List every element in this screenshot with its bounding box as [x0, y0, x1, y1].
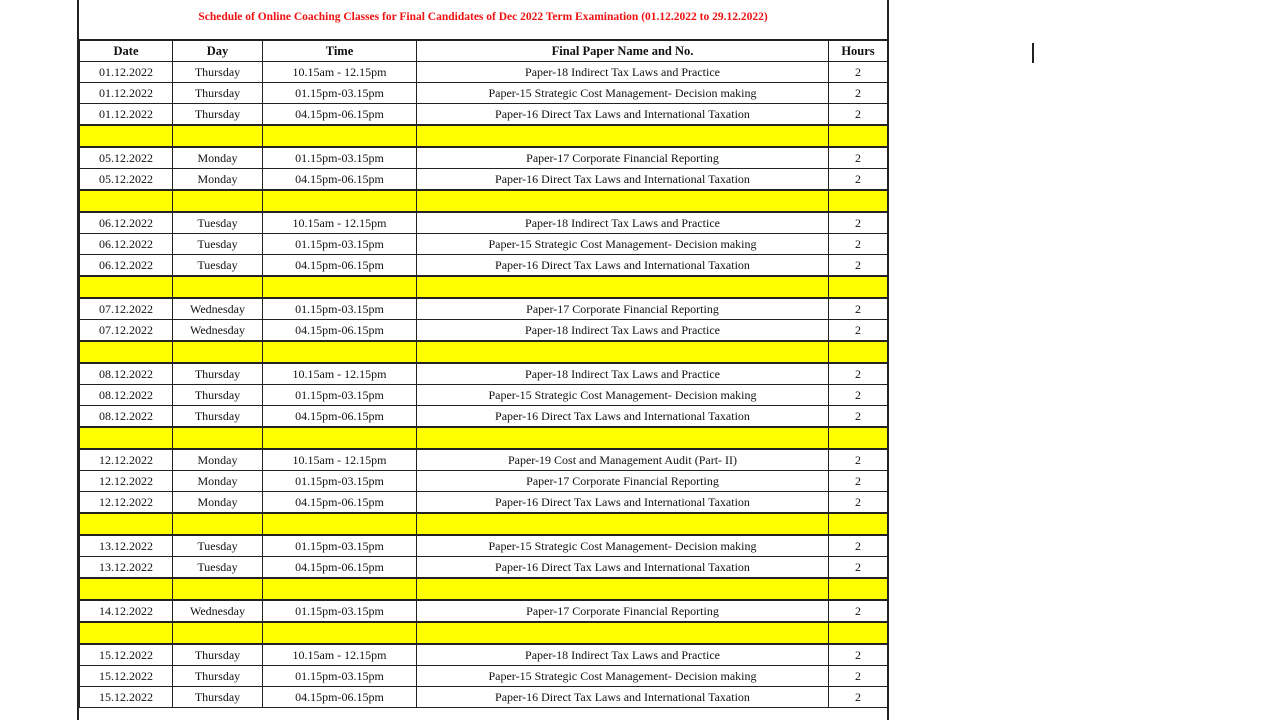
separator-cell [829, 622, 888, 644]
hours-cell: 2 [829, 471, 888, 492]
date-cell: 08.12.2022 [80, 363, 173, 385]
paper-cell: Paper-15 Strategic Cost Management- Decision making [417, 535, 829, 557]
separator-cell [173, 190, 263, 212]
day-cell: Thursday [173, 385, 263, 406]
date-cell: 15.12.2022 [80, 666, 173, 687]
hours-cell: 2 [829, 687, 888, 708]
separator-cell [80, 125, 173, 147]
separator-cell [173, 125, 263, 147]
separator-cell [417, 513, 829, 535]
date-cell: 13.12.2022 [80, 557, 173, 579]
hours-cell: 2 [829, 320, 888, 342]
hours-cell: 2 [829, 557, 888, 579]
separator-row [80, 276, 888, 298]
table-row [80, 492, 888, 514]
paper-cell: Paper-15 Strategic Cost Management- Decision making [417, 234, 829, 255]
time-cell: 10.15am - 12.15pm [263, 363, 417, 385]
table-row [80, 687, 888, 708]
paper-cell: Paper-18 Indirect Tax Laws and Practice [417, 62, 829, 83]
day-cell: Thursday [173, 644, 263, 666]
separator-cell [80, 276, 173, 298]
day-cell: Thursday [173, 363, 263, 385]
separator-cell [417, 427, 829, 449]
separator-cell [263, 276, 417, 298]
date-cell: 06.12.2022 [80, 234, 173, 255]
column-header-paper: Final Paper Name and No. [417, 41, 829, 62]
separator-row [80, 427, 888, 449]
hours-cell: 2 [829, 62, 888, 83]
time-cell: 10.15am - 12.15pm [263, 212, 417, 234]
time-cell: 04.15pm-06.15pm [263, 687, 417, 708]
separator-cell [263, 513, 417, 535]
day-cell: Tuesday [173, 557, 263, 579]
date-cell: 05.12.2022 [80, 147, 173, 169]
table-row [80, 234, 888, 255]
day-cell: Tuesday [173, 535, 263, 557]
day-cell: Thursday [173, 687, 263, 708]
day-cell: Thursday [173, 406, 263, 428]
separator-cell [417, 190, 829, 212]
column-header-date: Date [80, 41, 173, 62]
date-cell: 13.12.2022 [80, 535, 173, 557]
day-cell: Monday [173, 492, 263, 514]
schedule-body [80, 62, 888, 708]
hours-cell: 2 [829, 535, 888, 557]
hours-cell: 2 [829, 104, 888, 126]
separator-cell [417, 341, 829, 363]
hours-cell: 2 [829, 406, 888, 428]
column-header-time: Time [263, 41, 417, 62]
separator-cell [173, 513, 263, 535]
paper-cell: Paper-18 Indirect Tax Laws and Practice [417, 212, 829, 234]
paper-cell: Paper-15 Strategic Cost Management- Decision making [417, 666, 829, 687]
hours-cell: 2 [829, 147, 888, 169]
time-cell: 04.15pm-06.15pm [263, 169, 417, 191]
paper-cell: Paper-16 Direct Tax Laws and International Taxation [417, 687, 829, 708]
time-cell: 01.15pm-03.15pm [263, 535, 417, 557]
date-cell: 07.12.2022 [80, 298, 173, 320]
table-row [80, 644, 888, 666]
day-cell: Thursday [173, 83, 263, 104]
paper-cell: Paper-15 Strategic Cost Management- Decision making [417, 83, 829, 104]
separator-cell [417, 276, 829, 298]
day-cell: Wednesday [173, 320, 263, 342]
paper-cell: Paper-17 Corporate Financial Reporting [417, 600, 829, 622]
hours-cell: 2 [829, 212, 888, 234]
paper-cell: Paper-16 Direct Tax Laws and International Taxation [417, 492, 829, 514]
table-row [80, 535, 888, 557]
paper-cell: Paper-16 Direct Tax Laws and International Taxation [417, 406, 829, 428]
time-cell: 01.15pm-03.15pm [263, 234, 417, 255]
separator-cell [829, 341, 888, 363]
hours-cell: 2 [829, 666, 888, 687]
time-cell: 10.15am - 12.15pm [263, 449, 417, 471]
schedule-document [77, 0, 889, 720]
time-cell: 04.15pm-06.15pm [263, 104, 417, 126]
separator-cell [829, 125, 888, 147]
date-cell: 01.12.2022 [80, 83, 173, 104]
hours-cell: 2 [829, 385, 888, 406]
document-title: Schedule of Online Coaching Classes for Final Candidates of Dec 2022 Term Examination (01.12.2022 to 29.12.2022) [79, 0, 887, 41]
time-cell: 01.15pm-03.15pm [263, 147, 417, 169]
separator-cell [263, 578, 417, 600]
day-cell: Thursday [173, 62, 263, 83]
date-cell: 12.12.2022 [80, 449, 173, 471]
hours-cell: 2 [829, 255, 888, 277]
separator-cell [80, 427, 173, 449]
separator-cell [80, 341, 173, 363]
table-row [80, 212, 888, 234]
paper-cell: Paper-19 Cost and Management Audit (Part- II) [417, 449, 829, 471]
time-cell: 04.15pm-06.15pm [263, 557, 417, 579]
paper-cell: Paper-18 Indirect Tax Laws and Practice [417, 644, 829, 666]
time-cell: 04.15pm-06.15pm [263, 320, 417, 342]
paper-cell: Paper-17 Corporate Financial Reporting [417, 471, 829, 492]
paper-cell: Paper-16 Direct Tax Laws and International Taxation [417, 104, 829, 126]
date-cell: 08.12.2022 [80, 406, 173, 428]
paper-cell: Paper-17 Corporate Financial Reporting [417, 298, 829, 320]
table-row [80, 147, 888, 169]
time-cell: 10.15am - 12.15pm [263, 644, 417, 666]
day-cell: Thursday [173, 104, 263, 126]
date-cell: 07.12.2022 [80, 320, 173, 342]
separator-row [80, 125, 888, 147]
day-cell: Wednesday [173, 298, 263, 320]
table-row [80, 385, 888, 406]
paper-cell: Paper-18 Indirect Tax Laws and Practice [417, 363, 829, 385]
time-cell: 01.15pm-03.15pm [263, 666, 417, 687]
day-cell: Wednesday [173, 600, 263, 622]
table-row [80, 449, 888, 471]
hours-cell: 2 [829, 298, 888, 320]
paper-cell: Paper-17 Corporate Financial Reporting [417, 147, 829, 169]
hours-cell: 2 [829, 492, 888, 514]
separator-cell [80, 190, 173, 212]
table-row [80, 471, 888, 492]
separator-row [80, 341, 888, 363]
separator-cell [829, 578, 888, 600]
time-cell: 01.15pm-03.15pm [263, 385, 417, 406]
table-row [80, 104, 888, 126]
table-row [80, 363, 888, 385]
separator-row [80, 190, 888, 212]
day-cell: Tuesday [173, 212, 263, 234]
date-cell: 05.12.2022 [80, 169, 173, 191]
table-row [80, 600, 888, 622]
separator-cell [173, 341, 263, 363]
date-cell: 12.12.2022 [80, 492, 173, 514]
separator-cell [80, 513, 173, 535]
table-row [80, 320, 888, 342]
day-cell: Thursday [173, 666, 263, 687]
paper-cell: Paper-16 Direct Tax Laws and International Taxation [417, 255, 829, 277]
separator-row [80, 578, 888, 600]
column-header-day: Day [173, 41, 263, 62]
time-cell: 01.15pm-03.15pm [263, 471, 417, 492]
text-cursor [1032, 43, 1034, 63]
separator-cell [829, 427, 888, 449]
time-cell: 04.15pm-06.15pm [263, 492, 417, 514]
date-cell: 12.12.2022 [80, 471, 173, 492]
schedule-table [79, 41, 888, 708]
separator-cell [173, 427, 263, 449]
date-cell: 01.12.2022 [80, 104, 173, 126]
hours-cell: 2 [829, 644, 888, 666]
day-cell: Tuesday [173, 234, 263, 255]
table-row [80, 666, 888, 687]
separator-cell [829, 513, 888, 535]
hours-cell: 2 [829, 83, 888, 104]
separator-cell [417, 578, 829, 600]
separator-cell [417, 125, 829, 147]
separator-cell [173, 622, 263, 644]
time-cell: 10.15am - 12.15pm [263, 62, 417, 83]
day-cell: Monday [173, 147, 263, 169]
table-row [80, 83, 888, 104]
separator-cell [829, 276, 888, 298]
time-cell: 01.15pm-03.15pm [263, 298, 417, 320]
table-row [80, 62, 888, 83]
separator-cell [829, 190, 888, 212]
day-cell: Monday [173, 449, 263, 471]
column-header-hours: Hours [829, 41, 888, 62]
date-cell: 01.12.2022 [80, 62, 173, 83]
date-cell: 08.12.2022 [80, 385, 173, 406]
separator-cell [263, 622, 417, 644]
table-header-row [80, 41, 888, 62]
date-cell: 15.12.2022 [80, 644, 173, 666]
separator-cell [80, 578, 173, 600]
table-row [80, 169, 888, 191]
table-row [80, 557, 888, 579]
separator-cell [80, 622, 173, 644]
table-row [80, 406, 888, 428]
date-cell: 14.12.2022 [80, 600, 173, 622]
separator-row [80, 622, 888, 644]
day-cell: Tuesday [173, 255, 263, 277]
separator-cell [263, 341, 417, 363]
time-cell: 04.15pm-06.15pm [263, 255, 417, 277]
hours-cell: 2 [829, 449, 888, 471]
paper-cell: Paper-16 Direct Tax Laws and International Taxation [417, 169, 829, 191]
separator-cell [173, 578, 263, 600]
date-cell: 06.12.2022 [80, 255, 173, 277]
hours-cell: 2 [829, 600, 888, 622]
date-cell: 15.12.2022 [80, 687, 173, 708]
separator-cell [263, 427, 417, 449]
separator-cell [263, 125, 417, 147]
separator-row [80, 513, 888, 535]
separator-cell [263, 190, 417, 212]
separator-cell [417, 622, 829, 644]
paper-cell: Paper-18 Indirect Tax Laws and Practice [417, 320, 829, 342]
hours-cell: 2 [829, 234, 888, 255]
paper-cell: Paper-15 Strategic Cost Management- Decision making [417, 385, 829, 406]
hours-cell: 2 [829, 169, 888, 191]
day-cell: Monday [173, 169, 263, 191]
day-cell: Monday [173, 471, 263, 492]
hours-cell: 2 [829, 363, 888, 385]
table-row [80, 298, 888, 320]
table-row [80, 255, 888, 277]
time-cell: 01.15pm-03.15pm [263, 83, 417, 104]
time-cell: 04.15pm-06.15pm [263, 406, 417, 428]
time-cell: 01.15pm-03.15pm [263, 600, 417, 622]
separator-cell [173, 276, 263, 298]
paper-cell: Paper-16 Direct Tax Laws and International Taxation [417, 557, 829, 579]
date-cell: 06.12.2022 [80, 212, 173, 234]
